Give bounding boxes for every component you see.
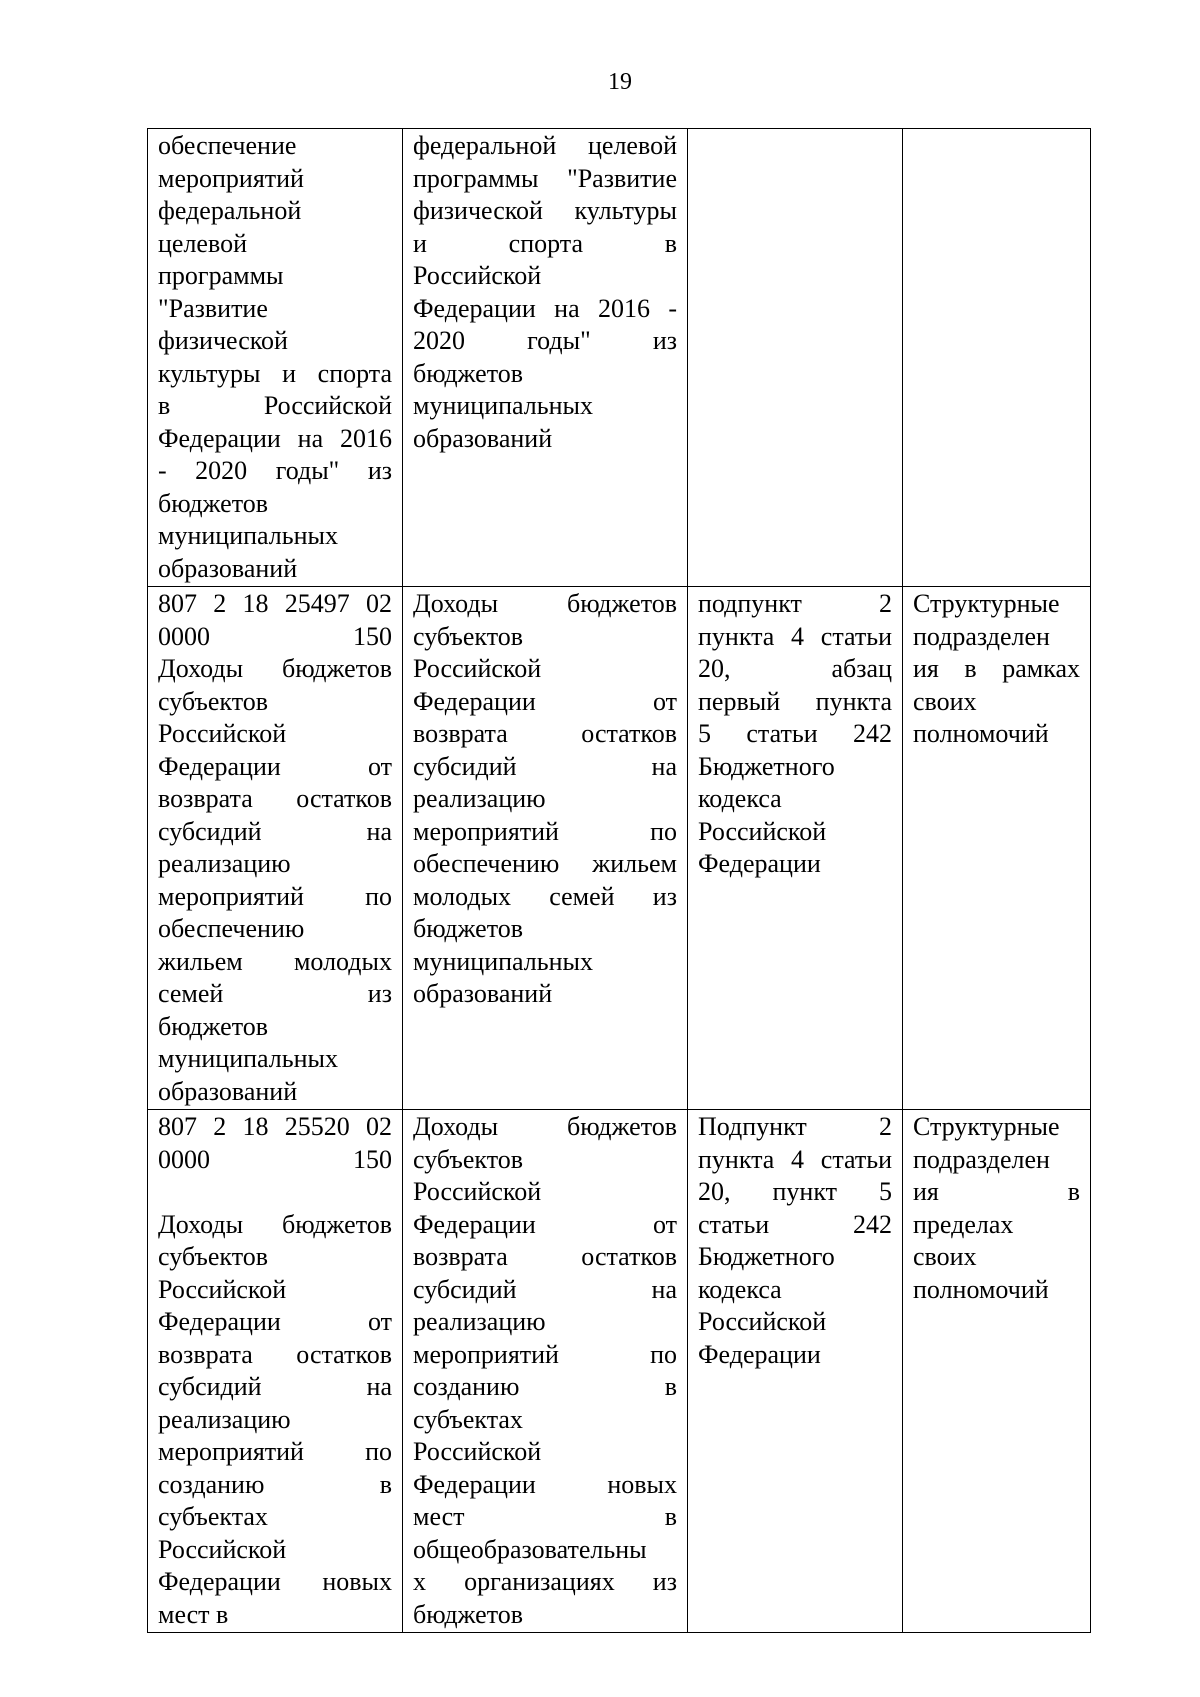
cell-line: муниципальных: [413, 391, 594, 420]
cell-line: Федерации на 2016 -: [413, 293, 677, 323]
cell-line: программы "Развитие: [413, 163, 677, 193]
cell-line: реализацию: [158, 1404, 291, 1434]
cell-line: Российской: [413, 654, 542, 683]
cell-line: Федерации: [698, 849, 821, 878]
cell-line: обеспечению жильем: [413, 849, 677, 878]
cell-line: Бюджетного: [698, 1242, 835, 1271]
cell-line: субсидий на: [158, 1372, 392, 1401]
table-row: [148, 1110, 1091, 1633]
cell-legal-basis: [688, 129, 903, 587]
cell-line: Российской: [698, 1307, 827, 1336]
cell-line: Доходы бюджетов: [158, 1209, 392, 1239]
cell-line: бюджетов: [413, 1599, 524, 1629]
cell-line: целевой: [158, 228, 247, 258]
cell-line: полномочий: [913, 719, 1049, 748]
cell-code-description: [148, 1110, 403, 1633]
cell-line: созданию в: [158, 1469, 392, 1499]
cell-line: Доходы бюджетов: [413, 589, 677, 618]
cell-line: Подпункт 2: [698, 1112, 892, 1141]
cell-line: 20, абзац: [698, 654, 892, 683]
cell-responsible-unit: [903, 129, 1091, 587]
cell-line: своих: [913, 686, 977, 716]
cell-line: Структурные: [913, 1112, 1060, 1141]
cell-line: мест в: [413, 1502, 677, 1531]
cell-line: бюджетов: [158, 1011, 269, 1041]
cell-line: общеобразовательны: [413, 1534, 647, 1564]
cell-line: пределах: [913, 1209, 1014, 1239]
cell-line: Российской: [413, 1177, 542, 1206]
cell-line: федеральной: [158, 196, 302, 225]
cell-line: созданию в: [413, 1372, 677, 1401]
cell-line: пункта 4 статьи: [698, 621, 892, 651]
cell-revenue-name: [403, 587, 688, 1110]
cell-revenue-name: [403, 129, 688, 587]
cell-line: образований: [413, 423, 553, 453]
cell-line: статьи 242: [698, 1209, 892, 1239]
cell-line: своих: [913, 1242, 977, 1271]
cell-line: бюджетов: [413, 358, 524, 388]
cell-line: Российской: [698, 816, 827, 846]
cell-line: подпункт 2: [698, 589, 892, 618]
cell-line: субсидий на: [413, 751, 677, 781]
page-number: 19: [608, 69, 632, 95]
cell-line: Федерации от: [158, 1307, 392, 1336]
cell-line: обеспечение: [158, 131, 297, 160]
cell-line: и спорта в: [413, 228, 677, 258]
cell-line: мероприятий по: [413, 1339, 677, 1369]
cell-responsible-unit: [903, 587, 1091, 1110]
cell-line: возврата остатков: [413, 719, 677, 748]
cell-line: муниципальных: [158, 521, 339, 550]
cell-line: возврата остатков: [158, 784, 392, 813]
table-row: [148, 129, 1091, 587]
cell-line: 0000 150: [158, 1144, 392, 1174]
cell-responsible-unit: [903, 1110, 1091, 1633]
cell-line: - 2020 годы" из: [158, 456, 392, 485]
cell-line: Федерации: [698, 1339, 821, 1369]
cell-line: Федерации от: [158, 751, 392, 781]
cell-line: Федерации новых: [413, 1469, 677, 1499]
cell-line: 20, пункт 5: [698, 1177, 892, 1206]
cell-line: бюджетов: [413, 914, 524, 943]
cell-legal-basis: [688, 1110, 903, 1633]
cell-line: федеральной целевой: [413, 131, 677, 160]
cell-line: ия в рамках: [913, 654, 1080, 683]
cell-line: 807 2 18 25497 02: [158, 589, 392, 618]
cell-line: обеспечению: [158, 914, 305, 943]
cell-line: Федерации на 2016: [158, 423, 392, 453]
cell-line: Структурные: [913, 589, 1060, 618]
cell-line: 807 2 18 25520 02: [158, 1112, 392, 1141]
cell-line: физической культуры: [413, 196, 677, 225]
cell-line: мероприятий по: [413, 816, 677, 846]
cell-legal-basis: [688, 587, 903, 1110]
cell-line: в Российской: [158, 391, 392, 420]
cell-line: реализацию: [413, 784, 546, 813]
cell-line: Федерации новых: [158, 1567, 392, 1596]
cell-line: первый пункта: [698, 686, 892, 716]
cell-line: пункта 4 статьи: [698, 1144, 892, 1174]
cell-line: мест в: [158, 1599, 229, 1629]
cell-line: 5 статьи 242: [698, 719, 892, 748]
cell-line: мероприятий по: [158, 1437, 392, 1466]
cell-line: субсидий на: [413, 1274, 677, 1304]
cell-line: образований: [413, 979, 553, 1008]
cell-line: Доходы бюджетов: [413, 1112, 677, 1141]
cell-line: Федерации от: [413, 1209, 677, 1239]
cell-line: физической: [158, 326, 288, 355]
cell-line: муниципальных: [413, 946, 594, 976]
cell-line: 0000 150: [158, 621, 392, 651]
cell-line: субъектов: [158, 686, 269, 716]
cell-line: Российской: [158, 1274, 287, 1304]
cell-line: молодых семей из: [413, 881, 677, 911]
cell-line: субсидий на: [158, 816, 392, 846]
cell-line: реализацию: [158, 849, 291, 878]
cell-line: субъектах: [158, 1502, 268, 1531]
cell-line: субъектов: [158, 1242, 269, 1271]
cell-line: Российской: [413, 261, 542, 290]
cell-line: бюджетов: [158, 488, 269, 518]
cell-line: 2020 годы" из: [413, 326, 677, 355]
cell-line: подразделен: [913, 621, 1050, 651]
cell-line: семей из: [158, 979, 392, 1008]
cell-line: полномочий: [913, 1274, 1049, 1304]
cell-line: х организациях из: [413, 1567, 677, 1596]
cell-line: Бюджетного: [698, 751, 835, 781]
cell-line: субъектов: [413, 1144, 524, 1174]
cell-line: субъектах: [413, 1404, 523, 1434]
cell-code-description: [148, 587, 403, 1110]
cell-line: мероприятий по: [158, 881, 392, 911]
cell-line: кодекса: [698, 1274, 782, 1304]
cell-line: подразделен: [913, 1144, 1050, 1174]
cell-line: Федерации от: [413, 686, 677, 716]
cell-line: кодекса: [698, 784, 782, 813]
cell-line: жильем молодых: [158, 946, 392, 976]
cell-line: культуры и спорта: [158, 358, 392, 388]
cell-line: образований: [158, 553, 298, 583]
cell-line: образований: [158, 1076, 298, 1106]
revenue-table: [147, 128, 1091, 1633]
cell-revenue-name: [403, 1110, 688, 1633]
cell-line: программы: [158, 261, 284, 290]
cell-line: [158, 1176, 392, 1209]
cell-line: возврата остатков: [158, 1339, 392, 1369]
cell-line: муниципальных: [158, 1044, 339, 1073]
cell-code-description: [148, 129, 403, 587]
cell-line: Российской: [413, 1437, 542, 1466]
cell-line: Российской: [158, 1534, 287, 1564]
cell-line: Доходы бюджетов: [158, 654, 392, 683]
cell-line: возврата остатков: [413, 1242, 677, 1271]
cell-line: "Развитие: [158, 293, 268, 323]
cell-line: субъектов: [413, 621, 524, 651]
cell-line: реализацию: [413, 1307, 546, 1336]
cell-line: ия в: [913, 1177, 1080, 1206]
table-row: [148, 587, 1091, 1110]
cell-line: Российской: [158, 719, 287, 748]
cell-line: мероприятий: [158, 163, 304, 193]
